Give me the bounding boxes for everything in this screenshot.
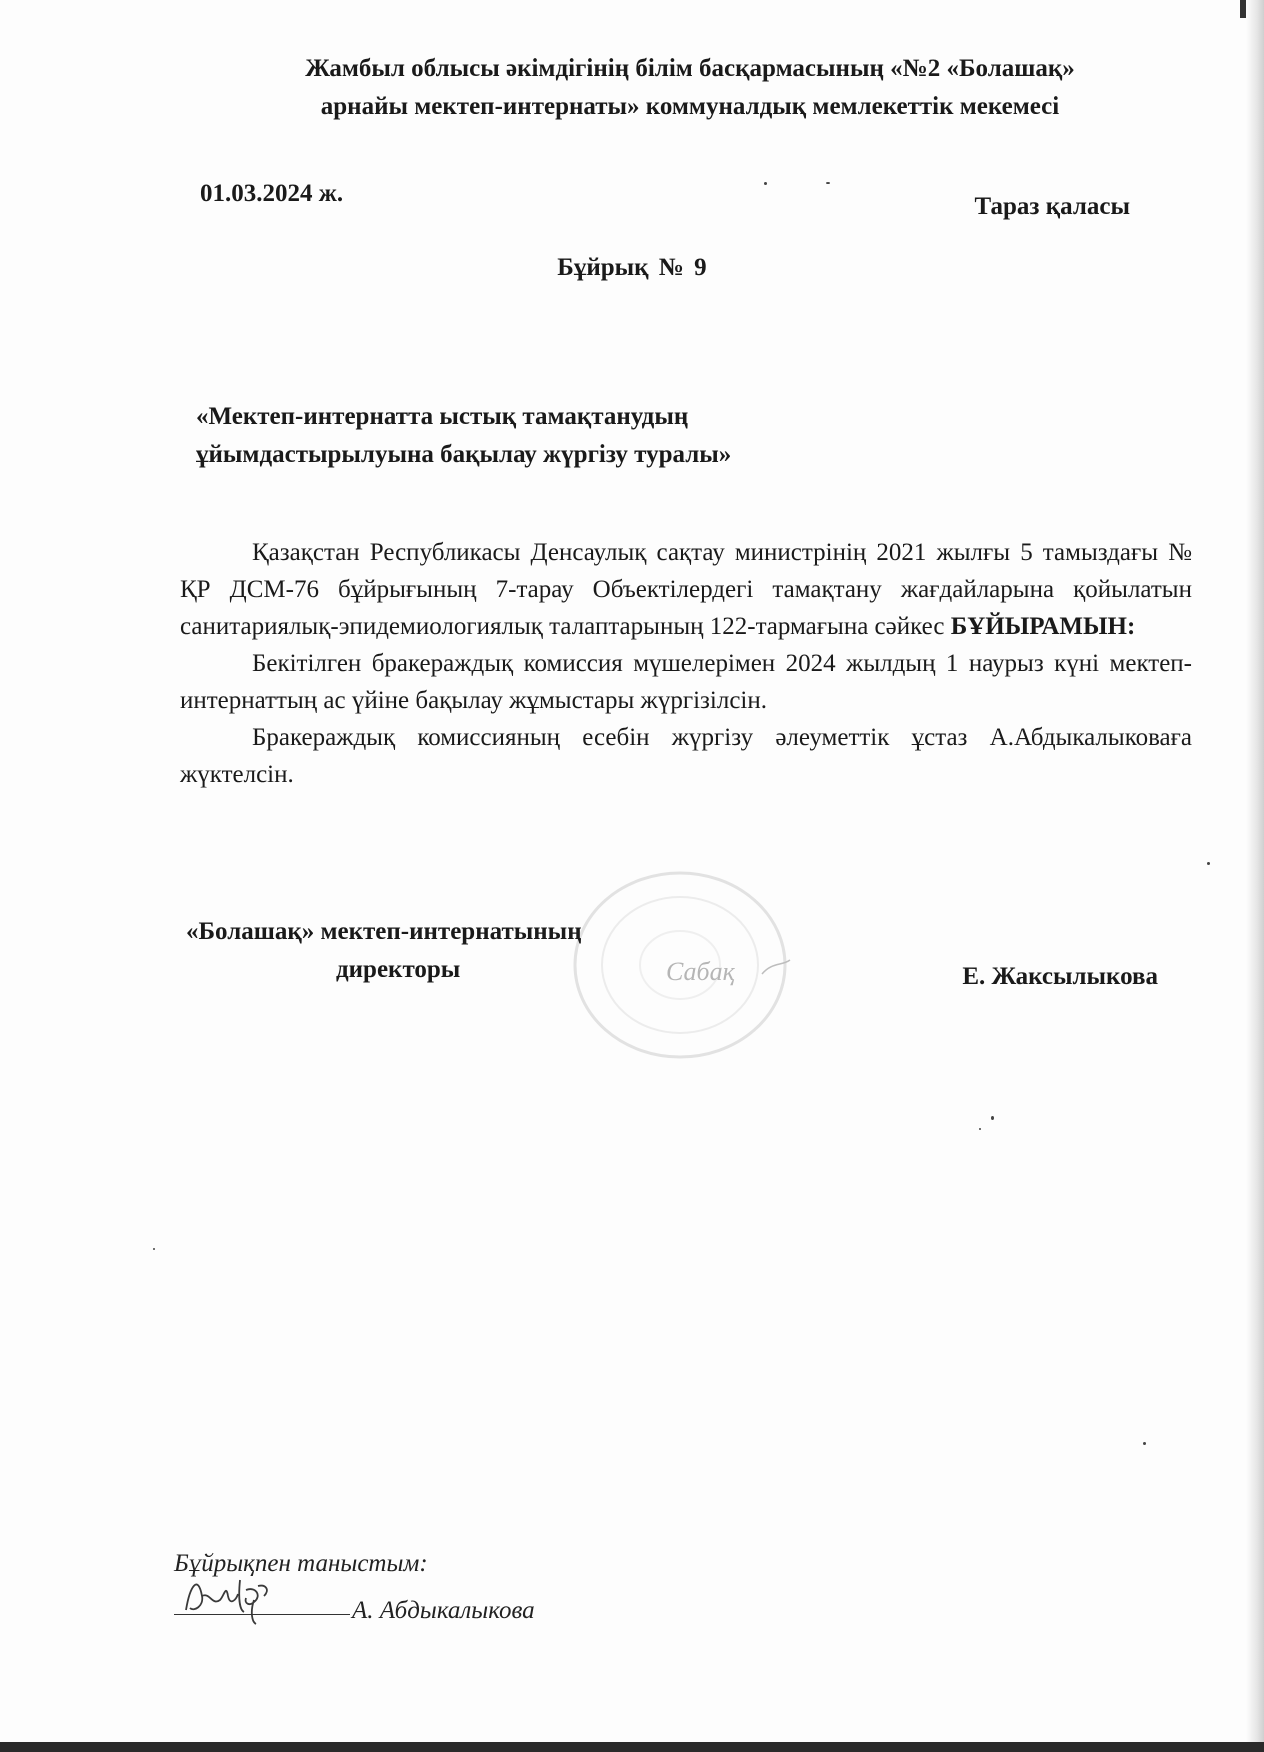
order-body — [180, 534, 1192, 793]
scan-speck — [826, 182, 830, 184]
director-name: Е. Жаксылыкова — [962, 963, 1158, 990]
body-paragraph-3: Бракераждық комиссияның есебін жүргізу әлеуметтік ұстаз А.Абдыкалыковаға жүктелсін. — [180, 724, 1192, 788]
order-subject-line-1: «Мектеп-интернатта ыстық тамақтанудың — [196, 403, 689, 430]
order-title: Бұйрық № 9 — [557, 254, 707, 281]
director-signature — [662, 952, 802, 992]
signatory-title: директоры — [336, 956, 461, 983]
scan-speck — [764, 182, 767, 185]
body-paragraph-1-text: Қазақстан Республикасы Денсаулық сақтау министрінің 2021 жылғы 5 тамыздағы № ҚР ДСМ-76 бұйрығының 7-тарау Объектілердегі тамақтану жағдайларына қойылатын санитариялық-эпидемиологиялық талаптарының 122-тармағына сәйкес — [180, 539, 1192, 640]
signatory-organization-line-1: «Болашақ» мектеп-интернатының — [186, 918, 582, 945]
acknowledgement-signature-line — [174, 1614, 350, 1615]
scan-edge-bottom — [0, 1742, 1264, 1752]
order-subject — [196, 398, 731, 474]
order-date: 01.03.2024 ж. — [200, 180, 344, 207]
order-subject-line-2: ұйымдастырылуына бақылау жүргізу туралы» — [196, 441, 732, 468]
scan-speck — [991, 1116, 994, 1120]
acknowledgement-signature — [180, 1566, 290, 1626]
organization-header-line-2: арнайы мектеп-интернаты» коммуналдық мемлекеттік мекемесі — [320, 93, 1060, 120]
signatory-organization — [186, 913, 582, 989]
order-directive: БҰЙЫРАМЫН: — [950, 613, 1136, 640]
scan-speck — [1207, 862, 1210, 865]
acknowledgement-name: А. Абдыкалыкова — [352, 1597, 535, 1624]
scan-speck — [1143, 1442, 1146, 1445]
body-paragraph-2: Бекітілген бракераждық комиссия мүшелерімен 2024 жылдың 1 наурыз күні мектеп-интернаттың ас үйіне бақылау жұмыстары жүргізілсін. — [180, 650, 1192, 714]
body-paragraph-1 — [180, 534, 1192, 645]
scan-mark — [1240, 0, 1246, 18]
scan-speck — [153, 1248, 155, 1250]
svg-text:Сабақ: Сабақ — [666, 957, 735, 986]
organization-header-line-1: Жамбыл облысы әкімдігінің білім басқармасының «№2 «Болашақ» — [305, 55, 1075, 82]
scan-speck — [979, 1128, 981, 1130]
acknowledgement-label: Бұйрықпен таныстым: — [174, 1550, 428, 1577]
order-city: Тараз қаласы — [974, 193, 1130, 220]
